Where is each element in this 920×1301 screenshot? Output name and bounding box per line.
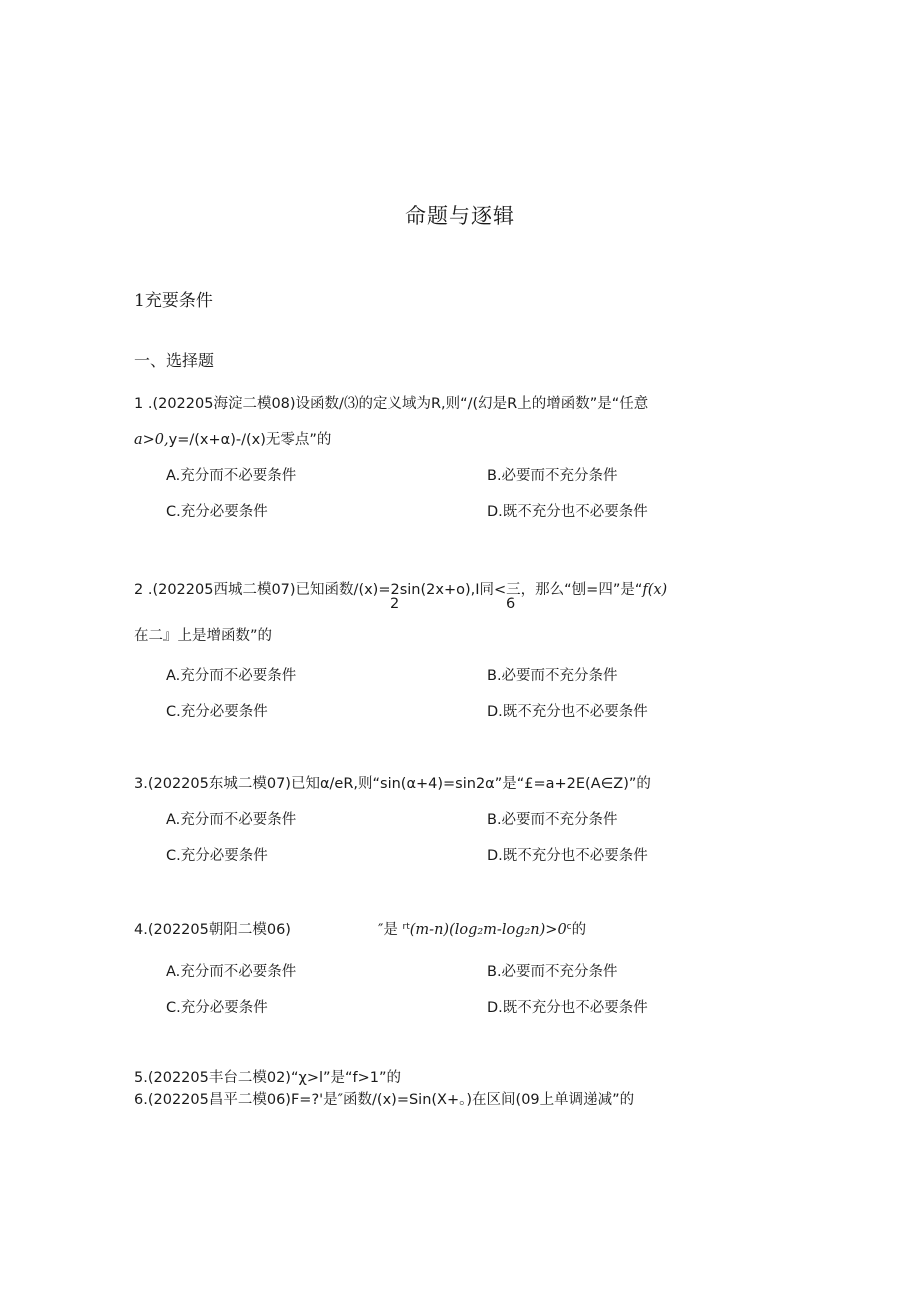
question-4-mark: c	[566, 922, 572, 932]
question-4-option-d: D.既不充分也不必要条件	[487, 1000, 648, 1016]
question-2-line-2: 在二』上是增函数”的	[134, 628, 273, 644]
question-1-option-c: C.充分必要条件	[166, 504, 268, 520]
question-2-line-1	[134, 578, 667, 599]
question-1-line-2	[134, 428, 331, 449]
question-4-option-b: B.必要而不充分条件	[487, 964, 618, 980]
question-3-option-c: C.充分必要条件	[166, 848, 268, 864]
question-3-line-1: 3.(202205东城二模07)已知α∕eR,则“sin(α+4)=sin2α”是“£=a+2E(A∈Z)”的	[134, 776, 651, 792]
question-4-superscript: rt	[402, 922, 410, 932]
question-4-body	[378, 918, 586, 939]
question-2-math: f(x)	[642, 582, 668, 598]
question-4-option-c: C.充分必要条件	[166, 1000, 268, 1016]
question-4-math: (m-n)(log₂m-log₂n)>0	[409, 922, 567, 938]
question-2-fraction-denominator-2: 6	[506, 596, 516, 612]
question-4-option-a: A.充分而不必要条件	[166, 964, 297, 980]
question-1-line-1: 1 .(202205海淀二模08)设函数/⑶的定义域为R,则“/(幻是R上的增函数”是“任意	[134, 396, 649, 412]
question-4-suffix: 的	[571, 922, 587, 938]
question-6-line-1: 6.(202205昌平二模06)F=?'是″函数/(x)=Sin(X+。)在区间(09上单调递减”的	[134, 1092, 635, 1108]
question-3-option-d: D.既不充分也不必要条件	[487, 848, 648, 864]
question-1-option-b: B.必要而不充分条件	[487, 468, 618, 484]
question-1-option-d: D.既不充分也不必要条件	[487, 504, 648, 520]
question-2-text: 2 .(202205西城二模07)已知函数/(x)=2sin(2x+o),I同<三，那么“刨=四”是“	[134, 582, 643, 598]
question-5-line-1: 5.(202205丰台二模02)“χ>l”是“f>1”的	[134, 1070, 402, 1086]
document-title: 命题与逐辑	[405, 204, 515, 228]
question-3-option-a: A.充分而不必要条件	[166, 812, 297, 828]
question-1-math: a>0,	[134, 432, 169, 448]
question-2-option-a: A.充分而不必要条件	[166, 668, 297, 684]
question-2-option-d: D.既不充分也不必要条件	[487, 704, 648, 720]
question-1-rest: y=/(x+α)-/(x)无零点”的	[168, 432, 332, 448]
question-2-fraction-denominator-1: 2	[390, 596, 400, 612]
question-4-quote: ″是	[378, 922, 398, 938]
question-2-option-c: C.充分必要条件	[166, 704, 268, 720]
question-1-option-a: A.充分而不必要条件	[166, 468, 297, 484]
subsection-heading: 一、选择题	[134, 351, 215, 370]
section-heading: 1充要条件	[134, 291, 213, 311]
question-4-prefix: 4.(202205朝阳二模06)	[134, 922, 291, 938]
question-3-option-b: B.必要而不充分条件	[487, 812, 618, 828]
question-2-option-b: B.必要而不充分条件	[487, 668, 618, 684]
